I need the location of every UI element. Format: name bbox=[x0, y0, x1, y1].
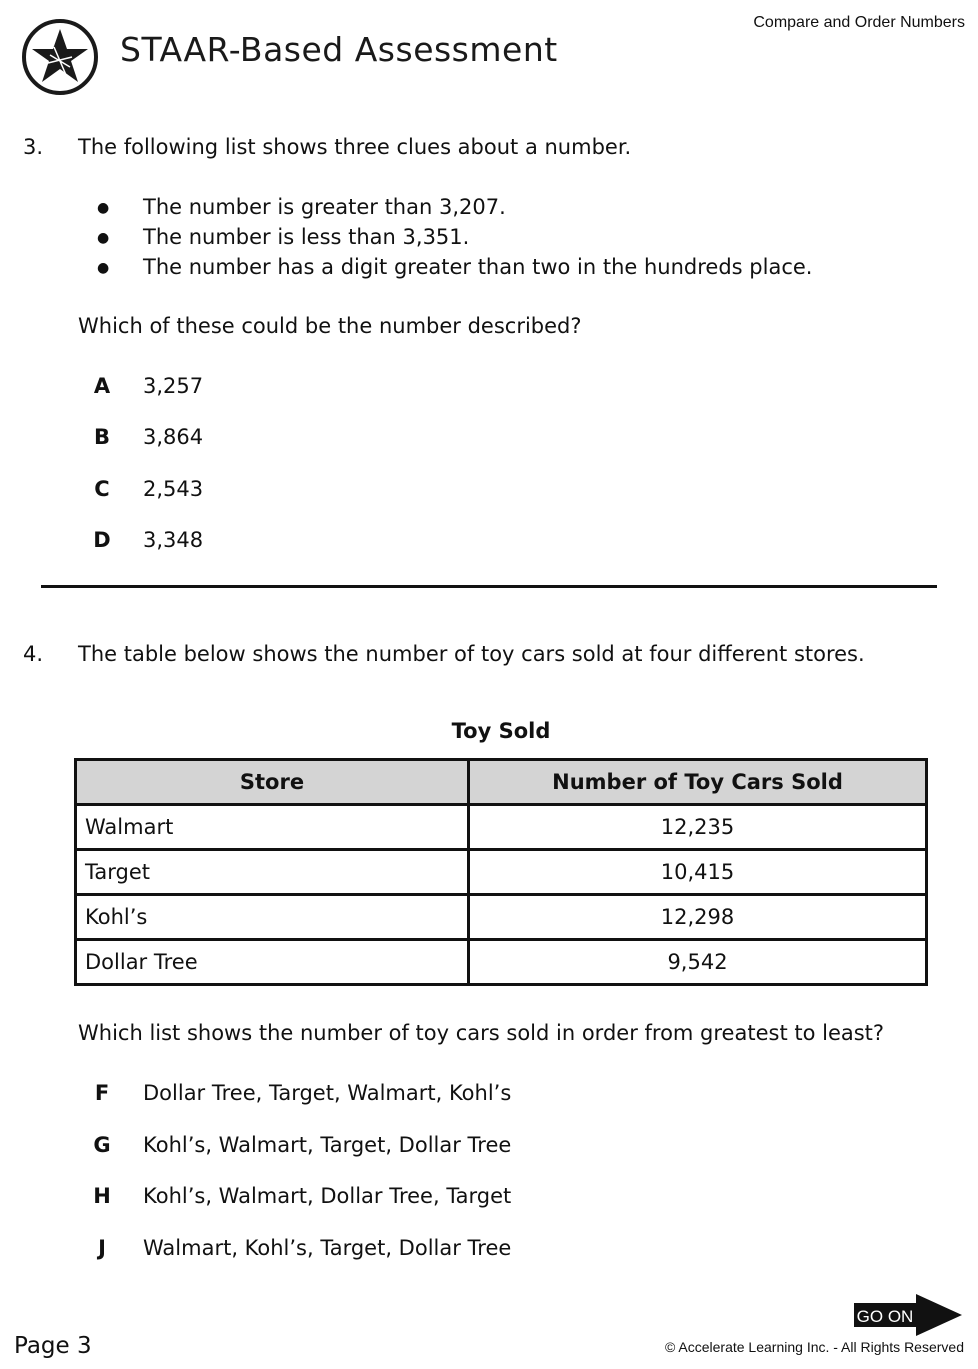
bullet-icon: ● bbox=[97, 230, 110, 246]
table-row bbox=[76, 850, 927, 895]
star-logo-icon bbox=[20, 17, 100, 97]
clue-item: The number is less than 3,351. bbox=[143, 225, 470, 249]
table-title: Toy Sold bbox=[451, 719, 551, 743]
bullet-icon: ● bbox=[97, 200, 110, 216]
option-letter: F bbox=[94, 1081, 110, 1105]
store-cell: Target bbox=[76, 850, 469, 895]
toy-sales-table bbox=[74, 758, 928, 986]
store-cell: Dollar Tree bbox=[76, 940, 469, 985]
column-header: Number of Toy Cars Sold bbox=[469, 760, 927, 805]
option-letter: G bbox=[93, 1133, 111, 1157]
question-number: 4. bbox=[23, 642, 44, 666]
store-cell: Walmart bbox=[76, 805, 469, 850]
page-number: Page 3 bbox=[14, 1333, 92, 1359]
table-row bbox=[76, 895, 927, 940]
option-letter: A bbox=[93, 374, 111, 398]
count-cell: 12,298 bbox=[469, 895, 927, 940]
clue-item: The number is greater than 3,207. bbox=[143, 195, 506, 219]
topic-label: Compare and Order Numbers bbox=[753, 14, 965, 31]
table-header-row bbox=[76, 760, 927, 805]
option-letter: B bbox=[93, 425, 110, 449]
go-on-button[interactable] bbox=[854, 1292, 964, 1338]
answer-option[interactable]: 3,864 bbox=[143, 425, 204, 449]
column-header: Store bbox=[76, 760, 469, 805]
clue-item: The number has a digit greater than two in the hundreds place. bbox=[143, 255, 813, 279]
answer-option[interactable]: 3,257 bbox=[143, 374, 204, 398]
count-cell: 9,542 bbox=[469, 940, 927, 985]
answer-option[interactable]: Kohl’s, Walmart, Target, Dollar Tree bbox=[143, 1133, 512, 1157]
option-letter: D bbox=[93, 528, 111, 552]
store-cell: Kohl’s bbox=[76, 895, 469, 940]
question-text: Which of these could be the number described? bbox=[78, 314, 582, 338]
count-cell: 12,235 bbox=[469, 805, 927, 850]
question-number: 3. bbox=[23, 135, 44, 159]
go-on-label: GO ON bbox=[856, 1307, 914, 1326]
table-row bbox=[76, 805, 927, 850]
option-letter: C bbox=[94, 477, 110, 501]
answer-option[interactable]: Dollar Tree, Target, Walmart, Kohl’s bbox=[143, 1081, 512, 1105]
question-prompt: The following list shows three clues about a number. bbox=[78, 135, 632, 159]
question-prompt: The table below shows the number of toy cars sold at four different stores. bbox=[78, 642, 865, 666]
brand-title: STAAR-Based Assessment bbox=[120, 30, 558, 69]
count-cell: 10,415 bbox=[469, 850, 927, 895]
option-letter: H bbox=[93, 1184, 111, 1208]
answer-option[interactable]: 2,543 bbox=[143, 477, 204, 501]
option-letter: J bbox=[98, 1236, 106, 1260]
bullet-icon: ● bbox=[97, 260, 110, 276]
answer-option[interactable]: 3,348 bbox=[143, 528, 204, 552]
table-row bbox=[76, 940, 927, 985]
section-divider bbox=[41, 585, 937, 588]
answer-option[interactable]: Kohl’s, Walmart, Dollar Tree, Target bbox=[143, 1184, 512, 1208]
question-text: Which list shows the number of toy cars sold in order from greatest to least? bbox=[78, 1021, 885, 1045]
answer-option[interactable]: Walmart, Kohl’s, Target, Dollar Tree bbox=[143, 1236, 512, 1260]
copyright-notice: © Accelerate Learning Inc. - All Rights Reserved bbox=[664, 1339, 964, 1355]
